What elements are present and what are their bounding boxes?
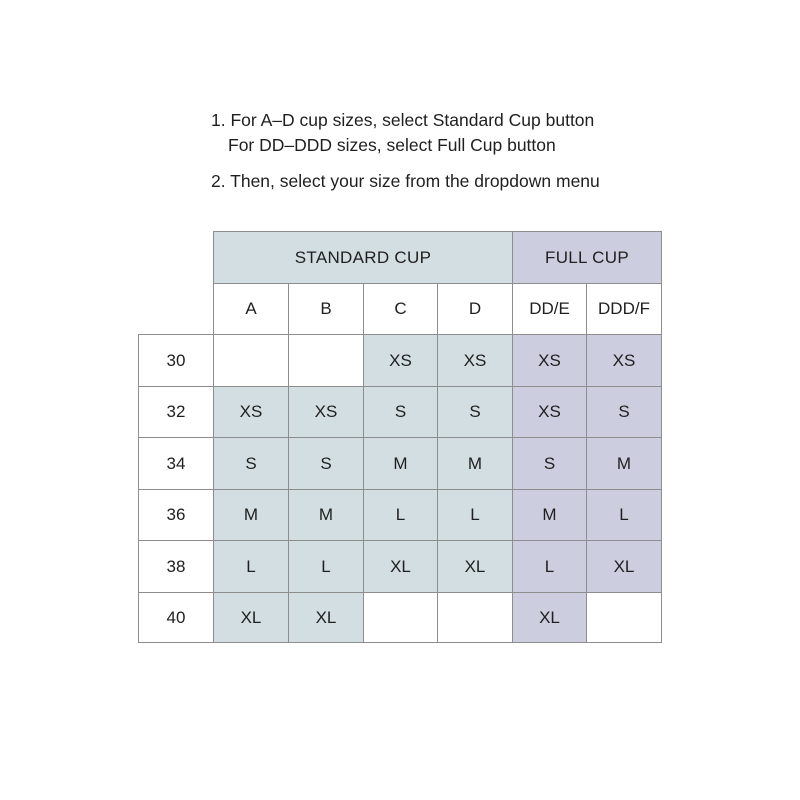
size-cell: L (437, 489, 513, 541)
cup-header-d: D (437, 283, 513, 335)
size-cell: S (512, 437, 587, 490)
size-cell: L (213, 540, 289, 593)
size-cell (437, 592, 513, 643)
standard-cup-header: STANDARD CUP (213, 231, 513, 284)
size-cell: M (437, 437, 513, 490)
cup-header-a: A (213, 283, 289, 335)
size-cell: S (437, 386, 513, 438)
instruction-step-1-full-cup: For DD–DDD sizes, select Full Cup button (228, 135, 556, 155)
size-cell: XL (288, 592, 364, 643)
size-cell (363, 592, 438, 643)
size-cell: S (288, 437, 364, 490)
instructions (211, 108, 600, 194)
instruction-step-1: 1. For A–D cup sizes, select Standard Cup button (211, 110, 595, 130)
size-cell: M (288, 489, 364, 541)
size-cell: XS (363, 334, 438, 387)
band-size-32: 32 (138, 386, 214, 438)
size-cell: XS (512, 386, 587, 438)
size-cell: M (586, 437, 662, 490)
band-size-30: 30 (138, 334, 214, 387)
size-cell: XS (437, 334, 513, 387)
size-cell: L (586, 489, 662, 541)
size-cell: XS (288, 386, 364, 438)
size-cell: M (512, 489, 587, 541)
size-cell: XS (213, 386, 289, 438)
size-cell (586, 592, 662, 643)
band-size-38: 38 (138, 540, 214, 593)
band-size-40: 40 (138, 592, 214, 643)
size-cell (213, 334, 289, 387)
size-cell: S (586, 386, 662, 438)
cup-header-ddd-f: DDD/F (586, 283, 662, 335)
size-cell: L (363, 489, 438, 541)
size-cell: XL (512, 592, 587, 643)
size-cell: XS (512, 334, 587, 387)
band-size-36: 36 (138, 489, 214, 541)
cup-header-dd-e: DD/E (512, 283, 587, 335)
size-cell (288, 334, 364, 387)
size-cell: XL (586, 540, 662, 593)
cup-header-c: C (363, 283, 438, 335)
cup-header-b: B (288, 283, 364, 335)
size-cell: M (363, 437, 438, 490)
size-cell: S (213, 437, 289, 490)
size-cell: XL (213, 592, 289, 643)
size-cell: XL (363, 540, 438, 593)
size-cell: L (512, 540, 587, 593)
band-size-34: 34 (138, 437, 214, 490)
size-cell: XL (437, 540, 513, 593)
size-cell: M (213, 489, 289, 541)
instruction-step-2: 2. Then, select your size from the dropdown menu (211, 171, 600, 191)
size-cell: XS (586, 334, 662, 387)
full-cup-header: FULL CUP (512, 231, 662, 284)
size-cell: S (363, 386, 438, 438)
size-cell: L (288, 540, 364, 593)
